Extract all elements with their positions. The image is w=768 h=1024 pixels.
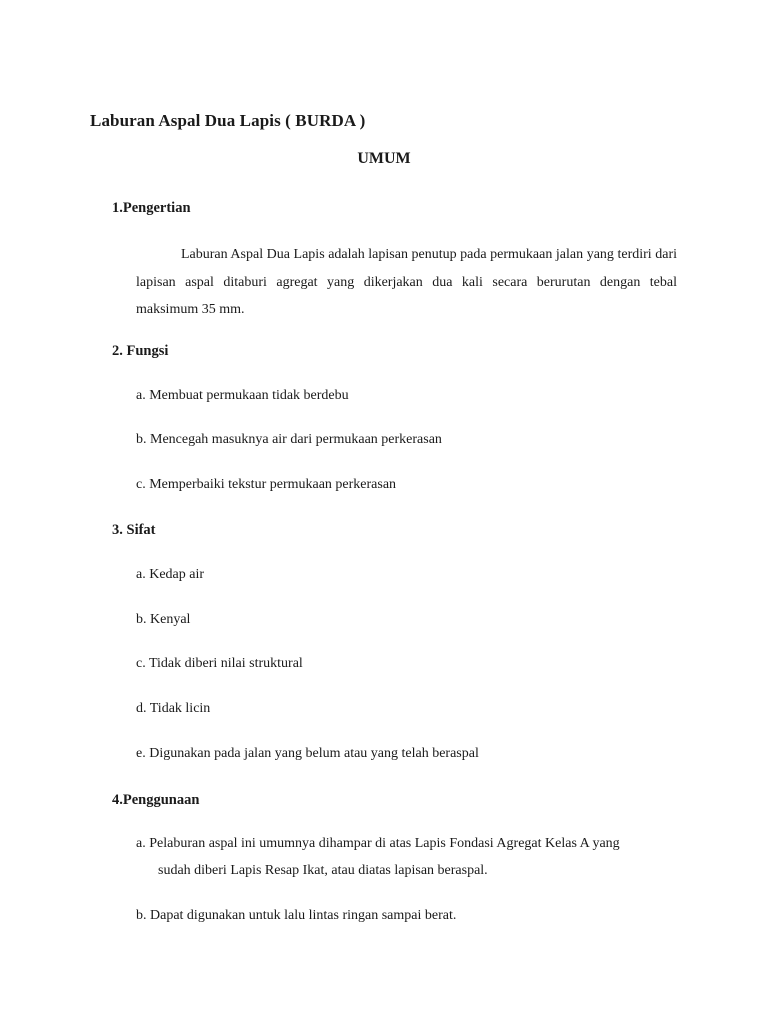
heading-fungsi: 2. Fungsi xyxy=(112,343,169,359)
heading-penggunaan: 4.Penggunaan xyxy=(112,792,200,808)
list-item: c. Memperbaiki tekstur permukaan perkerasan xyxy=(136,477,397,492)
list-item: b. Mencegah masuknya air dari permukaan perkerasan xyxy=(136,432,442,447)
list-item: a. Pelaburan aspal ini umumnya dihampar di atas Lapis Fondasi Agregat Kelas A yang xyxy=(136,836,620,851)
section-title: UMUM xyxy=(357,150,411,167)
list-item: d. Tidak licin xyxy=(136,701,211,716)
list-item: a. Membuat permukaan tidak berdebu xyxy=(136,388,349,403)
list-item: b. Kenyal xyxy=(136,612,191,627)
list-item: c. Tidak diberi nilai struktural xyxy=(136,656,303,671)
heading-sifat: 3. Sifat xyxy=(112,522,156,538)
list-item: e. Digunakan pada jalan yang belum atau yang telah beraspal xyxy=(136,746,479,761)
list-item: a. Kedap air xyxy=(136,567,205,582)
list-item-continuation: sudah diberi Lapis Resap Ikat, atau diatas lapisan beraspal. xyxy=(158,863,488,878)
list-item: b. Dapat digunakan untuk lalu lintas ringan sampai berat. xyxy=(136,908,457,923)
document-title: Laburan Aspal Dua Lapis ( BURDA ) xyxy=(90,111,366,130)
pengertian-paragraph: Laburan Aspal Dua Lapis adalah lapisan penutup pada permukaan jalan yang terdiri dari lapisan aspal ditaburi agregat yang dikerjakan dua kali secara berurutan dengan tebal maksimum 35 mm. xyxy=(136,247,677,317)
heading-pengertian: 1.Pengertian xyxy=(112,200,191,216)
